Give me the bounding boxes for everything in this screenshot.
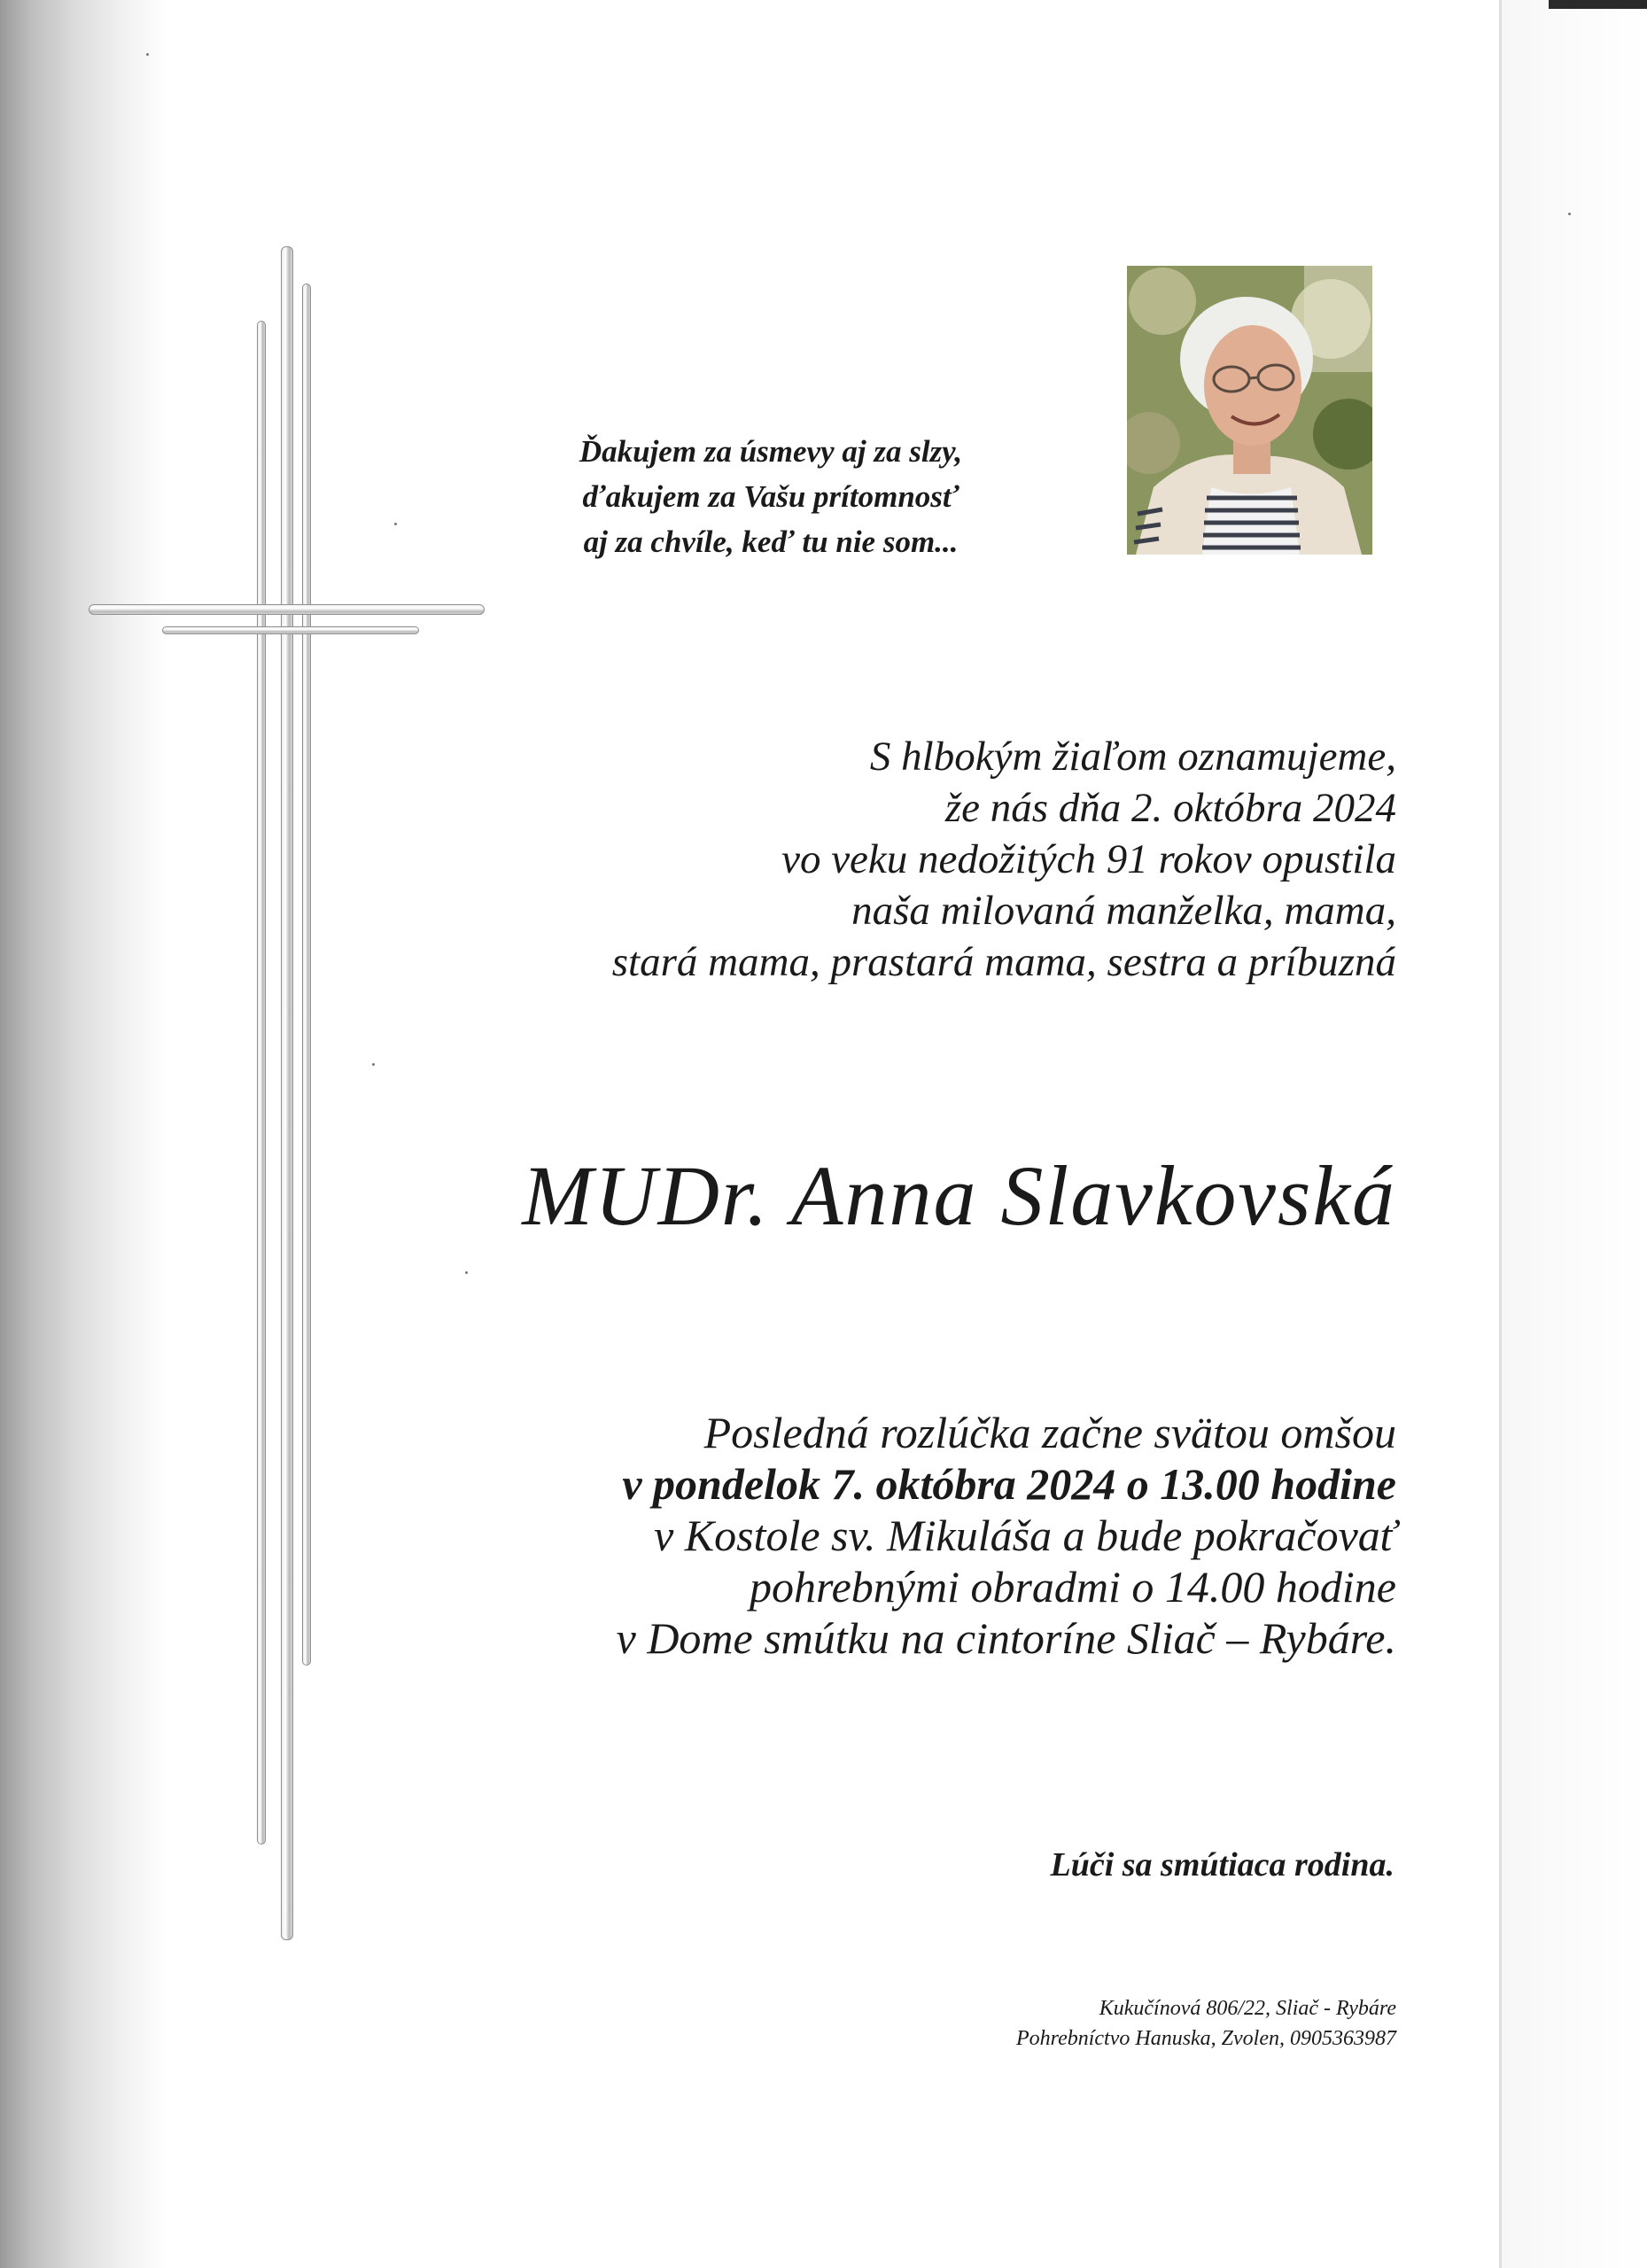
ceremony-block	[377, 1407, 1396, 1664]
ceremony-date-line: v pondelok 7. októbra 2024 o 13.00 hodine	[622, 1459, 1396, 1509]
scan-speck	[146, 53, 149, 56]
farewell-signature: Lúči sa smútiaca rodina.	[1050, 1846, 1395, 1884]
announcement-line: S hlbokým žiaľom oznamujeme,	[869, 734, 1396, 780]
announcement-block	[422, 731, 1396, 988]
scan-speck	[465, 1271, 468, 1274]
scan-speck	[394, 523, 397, 525]
quote-block	[496, 429, 1045, 564]
ceremony-line: pohrebnými obradmi o 14.00 hodine	[749, 1562, 1396, 1612]
footer-funeral-service: Pohrebníctvo Hanuska, Zvolen, 0905363987	[1015, 2027, 1396, 2050]
ceremony-line: v Dome smútku na cintoríne Sliač – Rybáre.	[616, 1613, 1396, 1663]
quote-line: aj za chvíle, keď tu nie som...	[583, 524, 959, 559]
scan-edge-mark	[1549, 0, 1647, 9]
quote-line: Ďakujem za úsmevy aj za slzy,	[579, 434, 963, 469]
portrait-photo	[1127, 266, 1372, 555]
announcement-line: že nás dňa 2. októbra 2024	[944, 785, 1396, 831]
footer-address: Kukučínová 806/22, Sliač - Rybáre	[1099, 1997, 1396, 2020]
scan-speck	[372, 1063, 375, 1066]
page-edge-line	[1499, 0, 1502, 2268]
ceremony-line: Posledná rozlúčka začne svätou omšou	[703, 1408, 1396, 1457]
quote-line: ďakujem za Vašu prítomnosť	[582, 479, 959, 514]
scan-speck	[1568, 213, 1571, 215]
footer-block	[776, 1993, 1396, 2054]
ceremony-line: v Kostole sv. Mikuláša a bude pokračovať	[654, 1511, 1396, 1560]
announcement-line: stará mama, prastará mama, sestra a príbuzná	[611, 939, 1396, 985]
announcement-line: naša milovaná manželka, mama,	[851, 888, 1396, 934]
announcement-line: vo veku nedožitých 91 rokov opustila	[781, 836, 1396, 882]
scan-shadow-left	[0, 0, 168, 2268]
scan-shadow-right	[1502, 0, 1647, 2268]
deceased-name: MUDr. Anna Slavkovská	[522, 1148, 1396, 1243]
